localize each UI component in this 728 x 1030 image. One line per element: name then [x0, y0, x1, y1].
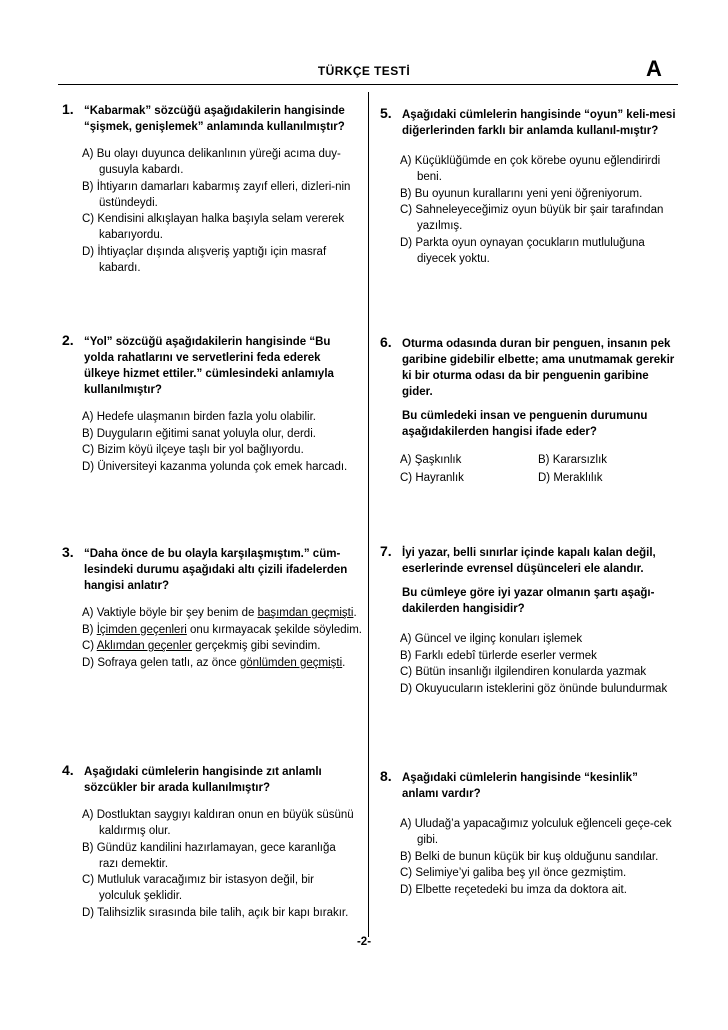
option-text: C)	[82, 640, 97, 652]
option-b[interactable]: B) Kararsızlık	[538, 454, 608, 466]
question-number: 3.	[62, 544, 74, 560]
option-text: B)	[82, 623, 97, 636]
question-1	[62, 103, 358, 276]
option-b[interactable]: B) Duyguların eğitimi sanat yoluyla olur, derdi.	[82, 427, 316, 440]
options-list	[400, 153, 676, 267]
question-stem: “Daha önce de bu olayla karşılaşmıştım.” cüm-lesindeki durumu aşağıdaki altı çizili ifadelerden hangisi anlatır?	[84, 548, 348, 592]
booklet-letter: A	[646, 56, 662, 81]
question-stem: “Yol” sözcüğü aşağıdakilerin hangisinde “Bu yolda rahatlarını ve servetlerini feda ederek ülkeye hizmet ettiler.” cümlesindeki anlamıyla kullanılmıştır?	[84, 336, 334, 396]
option-text: D) Sofraya gelen tatlı, az önce	[82, 656, 240, 669]
question-number: 4.	[62, 762, 74, 778]
question-3	[62, 546, 364, 671]
question-prompt: Bu cümledeki insan ve penguenin durumunu aşağıdakilerden hangisi ifade eder?	[402, 410, 648, 438]
option-d[interactable]: D) Parkta oyun oynayan çocukların mutluluğuna diyecek yoktu.	[400, 236, 645, 265]
option-a[interactable]: A) Hedefe ulaşmanın birden fazla yolu olabilir.	[82, 411, 316, 423]
option-b[interactable]: B) Belki de bunun küçük bir kuş olduğunu sandılar.	[400, 850, 659, 863]
option-d[interactable]: D) Meraklılık	[538, 471, 603, 484]
underlined-phrase: gönlümden geçmişti	[239, 656, 343, 669]
option-a[interactable]: A) Güncel ve ilginç konuları işlemek	[400, 633, 583, 645]
options-list	[400, 452, 676, 486]
option-a[interactable]: A) Bu olayı duyunca delikanlının yüreği acıma duy-gusuyla kabardı.	[82, 148, 341, 176]
question-number: 1.	[62, 101, 74, 117]
option-text: A) Vaktiyle böyle bir şey benim de	[82, 607, 258, 619]
question-number: 2.	[62, 332, 74, 348]
option-d[interactable]: D) Okuyucuların isteklerini göz önünde bulundurmak	[400, 682, 668, 695]
option-text: .	[342, 656, 346, 669]
option-d[interactable]: D) İhtiyaçlar dışında alışveriş yaptığı için masraf kabardı.	[82, 245, 327, 274]
option-text: .	[353, 607, 357, 619]
option-a[interactable]: A) Küçüklüğümde en çok körebe oyunu eğlendirirdi beni.	[400, 155, 661, 183]
underlined-phrase: Aklımdan geçenler	[96, 640, 192, 652]
option-c[interactable]: C) Kendisini alkışlayan halka başıyla selam vererek kabarıyordu.	[82, 213, 345, 241]
option-b[interactable]: B) Gündüz kandilini hazırlamayan, gece karanlığa razı demektir.	[82, 841, 336, 870]
option-a[interactable]: A) Uludağ’a yapacağımız yolculuk eğlenceli geçe-cek gibi.	[400, 818, 672, 846]
option-b[interactable]: B) İhtiyarın damarları kabarmış zayıf elleri, dizleri-nin üstündeydi.	[82, 180, 351, 209]
column-divider	[368, 92, 369, 937]
option-c[interactable]: C) Mutluluk varacağımız bir istasyon değil, bir yolculuk şeklidir.	[82, 874, 314, 902]
question-2	[62, 334, 358, 475]
question-number: 7.	[380, 543, 392, 559]
question-stem: “Kabarmak” sözcüğü aşağıdakilerin hangisinde “şişmek, genişlemek” anlamında kullanılmıştır?	[84, 105, 345, 133]
option-a[interactable]: A) Şaşkınlık	[400, 454, 462, 466]
option-c[interactable]: C) Bizim köyü ilçeye taşlı bir yol bağlıyordu.	[82, 444, 304, 456]
question-stem: Aşağıdaki cümlelerin hangisinde “oyun” keli-mesi diğerlerinden farklı bir anlamda kullanıl-mıştır?	[402, 109, 676, 137]
question-stem: Oturma odasında duran bir penguen, insanın pek garibine gidebilir elbette; ama unutmamak gerekir ki bir oturma odası da bir penguenin garibine gider.	[402, 338, 675, 398]
question-7	[380, 545, 676, 697]
question-stem: Aşağıdaki cümlelerin hangisinde zıt anlamlı sözcükler bir arada kullanılmıştır?	[84, 766, 322, 794]
option-a[interactable]: A) Dostluktan saygıyı kaldıran onun en büyük süsünü kaldırmış olur.	[82, 809, 354, 837]
test-title: TÜRKÇE TESTİ	[317, 64, 411, 78]
option-d[interactable]: D) Talihsizlik sırasında bile talih, açık bir kapı bırakır.	[82, 906, 349, 919]
option-c[interactable]: C) Sahneleyeceğimiz oyun büyük bir şair tarafından yazılmış.	[400, 204, 664, 232]
option-c[interactable]: C) Bütün insanlığı ilgilendiren konularda yazmak	[400, 666, 647, 678]
options-list	[400, 631, 676, 697]
option-b[interactable]: B) Bu oyunun kurallarını yeni yeni öğreniyorum.	[400, 187, 643, 200]
options-list	[400, 816, 676, 898]
underlined-phrase: İçimden geçenleri	[96, 623, 187, 636]
question-stem: Aşağıdaki cümlelerin hangisinde “kesinlik” anlamı vardır?	[402, 772, 638, 800]
question-number: 5.	[380, 105, 392, 121]
question-8	[380, 770, 676, 898]
question-6	[380, 336, 676, 486]
question-5	[380, 107, 676, 267]
option-c[interactable]: C) Selimiye’yi galiba beş yıl önce gezmiştim.	[400, 867, 627, 879]
option-b[interactable]	[82, 622, 364, 638]
option-d[interactable]	[82, 655, 364, 671]
option-text: onu kırmayacak şekilde söyledim.	[186, 623, 362, 636]
options-list	[82, 409, 358, 475]
question-number: 8.	[380, 768, 392, 784]
option-b[interactable]: B) Farklı edebî türlerde eserler vermek	[400, 649, 597, 662]
option-a[interactable]	[82, 605, 364, 621]
header-rule	[58, 84, 678, 85]
question-stem: İyi yazar, belli sınırlar içinde kapalı kalan değil, eserlerinde evrensel düşünceleri ele alandır.	[402, 547, 656, 575]
option-c[interactable]	[82, 638, 364, 654]
options-list	[82, 146, 358, 276]
option-c[interactable]: C) Hayranlık	[400, 471, 464, 484]
option-d[interactable]: D) Elbette reçetedeki bu imza da doktora ait.	[400, 883, 627, 896]
question-4	[62, 764, 358, 921]
underlined-phrase: başımdan geçmişti	[257, 607, 354, 619]
options-list	[82, 605, 364, 671]
question-number: 6.	[380, 334, 392, 350]
option-text: gerçekmiş gibi sevindim.	[191, 640, 321, 652]
option-d[interactable]: D) Üniversiteyi kazanma yolunda çok emek harcadı.	[82, 460, 348, 473]
page-number: -2-	[356, 936, 372, 948]
question-prompt: Bu cümleye göre iyi yazar olmanın şartı aşağı-dakilerden hangisidir?	[402, 587, 655, 615]
options-list	[82, 807, 358, 921]
